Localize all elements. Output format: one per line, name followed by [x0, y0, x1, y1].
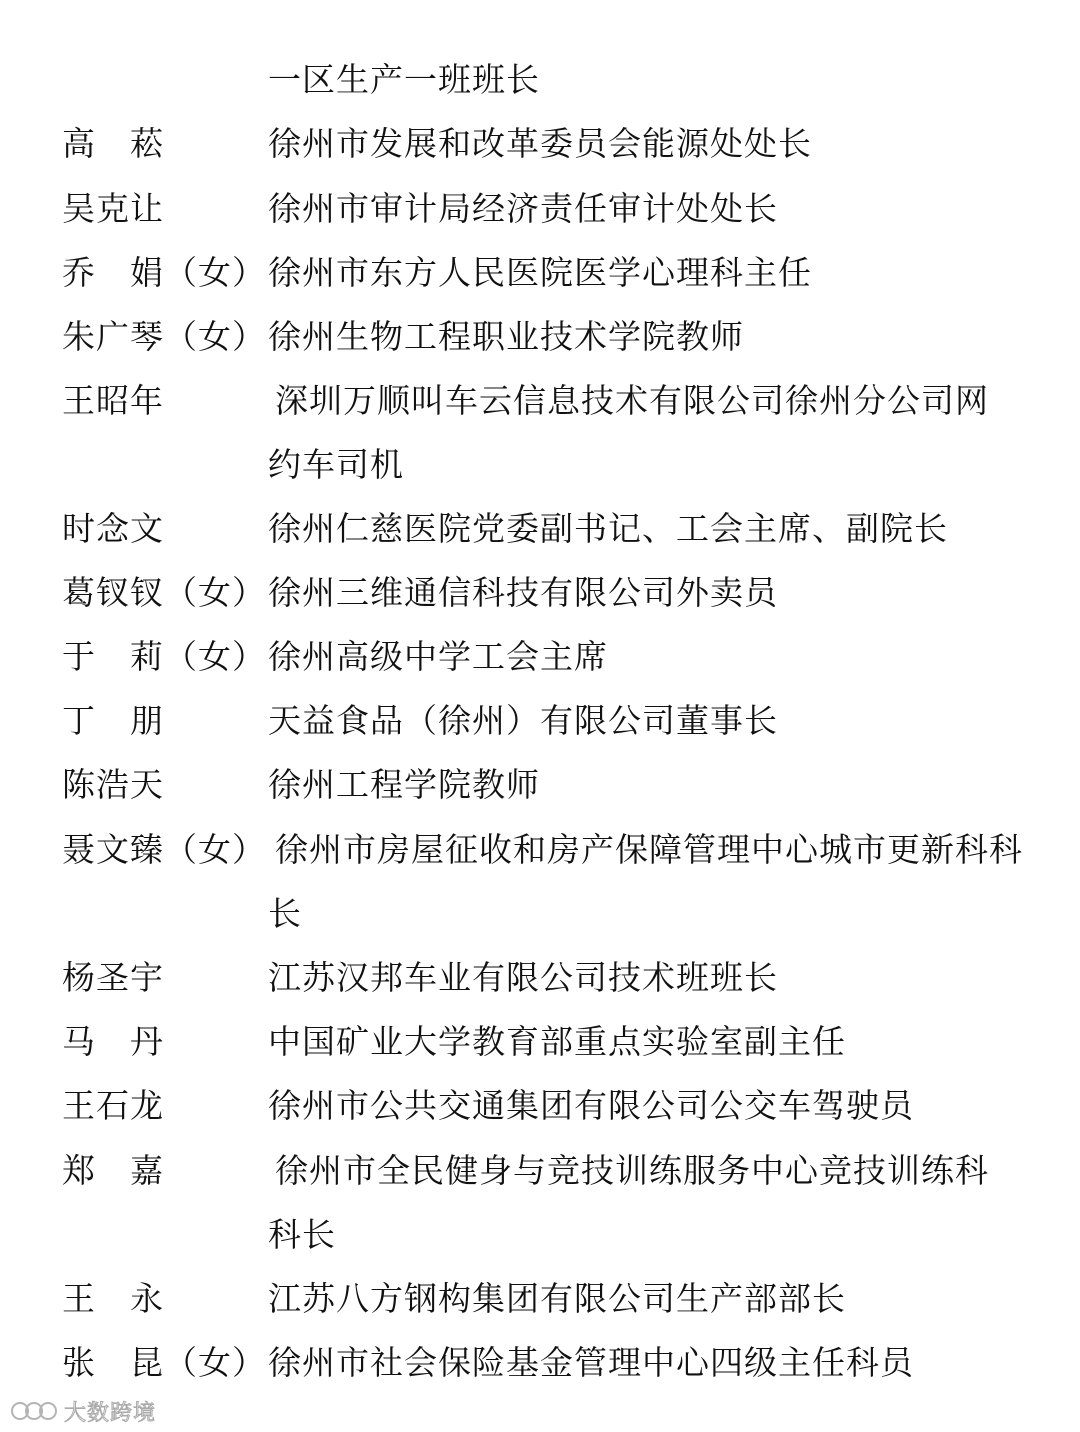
- person-title: 江苏八方钢构集团有限公司生产部部长: [268, 1279, 846, 1318]
- person-title: 约车司机: [268, 445, 404, 484]
- list-item: [0, 689, 1080, 753]
- person-name: 高 菘: [62, 124, 164, 163]
- person-title: 徐州仁慈医院党委副书记、工会主席、副院长: [268, 509, 948, 548]
- person-name: 王石龙: [62, 1086, 164, 1125]
- person-title: 长: [268, 894, 302, 933]
- list-item: [0, 305, 1080, 369]
- person-name: 时念文: [62, 509, 164, 548]
- person-title: 徐州市房屋征收和房产保障管理中心城市更新科科: [275, 830, 1023, 869]
- person-title: 徐州三维通信科技有限公司外卖员: [268, 573, 778, 612]
- person-name: 杨圣宇: [62, 958, 164, 997]
- list-item: [0, 753, 1080, 817]
- list-item: [0, 369, 1080, 433]
- list-item: [0, 1267, 1080, 1331]
- person-name: 王 永: [62, 1279, 164, 1318]
- person-name: 吴克让: [62, 189, 164, 228]
- person-title: 徐州市公共交通集团有限公司公交车驾驶员: [268, 1086, 914, 1125]
- person-title: 深圳万顺叫车云信息技术有限公司徐州分公司网: [275, 381, 989, 420]
- list-item: [0, 112, 1080, 176]
- person-title: 一区生产一班班长: [268, 60, 540, 99]
- person-title: 江苏汉邦车业有限公司技术班班长: [268, 958, 778, 997]
- person-title: 徐州市东方人民医院医学心理科主任: [268, 253, 812, 292]
- list-item: [0, 1203, 1080, 1267]
- list-item: [0, 1139, 1080, 1203]
- watermark-text: 大数跨境: [64, 1400, 157, 1426]
- list-item: [0, 48, 1080, 112]
- person-name: 葛钗钗（女）: [62, 573, 266, 612]
- list-item: [0, 946, 1080, 1010]
- person-name: 马 丹: [62, 1022, 164, 1061]
- person-title: 徐州市审计局经济责任审计处处长: [268, 189, 778, 228]
- person-name: 郑 嘉: [62, 1151, 164, 1190]
- watermark: [10, 1394, 156, 1428]
- person-name: 乔 娟（女）: [62, 253, 266, 292]
- person-name: 聂文臻（女）: [62, 830, 266, 869]
- list-item: [0, 1074, 1080, 1138]
- person-title: 徐州市社会保险基金管理中心四级主任科员: [268, 1343, 914, 1382]
- list-item: [0, 1331, 1080, 1395]
- list-item: [0, 177, 1080, 241]
- person-title: 科长: [268, 1215, 336, 1254]
- person-title: 天益食品（徐州）有限公司董事长: [268, 701, 778, 740]
- list-item: [0, 882, 1080, 946]
- person-name: 于 莉（女）: [62, 637, 266, 676]
- list-item: [0, 1010, 1080, 1074]
- list-item: [0, 433, 1080, 497]
- person-title: 徐州工程学院教师: [268, 765, 540, 804]
- list-item: [0, 497, 1080, 561]
- brand-logo-icon: [10, 1397, 58, 1425]
- person-title: 徐州市全民健身与竞技训练服务中心竞技训练科: [275, 1151, 989, 1190]
- person-title: 徐州高级中学工会主席: [268, 637, 608, 676]
- person-name: 陈浩天: [62, 765, 164, 804]
- person-name: 王昭年: [62, 381, 164, 420]
- person-name: 丁 朋: [62, 701, 164, 740]
- person-name: 张 昆（女）: [62, 1343, 266, 1382]
- list-item: [0, 241, 1080, 305]
- person-title: 中国矿业大学教育部重点实验室副主任: [268, 1022, 846, 1061]
- list-item: [0, 818, 1080, 882]
- person-title: 徐州市发展和改革委员会能源处处长: [268, 124, 812, 163]
- list-item: [0, 561, 1080, 625]
- list-item: [0, 625, 1080, 689]
- person-name: 朱广琴（女）: [62, 317, 266, 356]
- person-title: 徐州生物工程职业技术学院教师: [268, 317, 744, 356]
